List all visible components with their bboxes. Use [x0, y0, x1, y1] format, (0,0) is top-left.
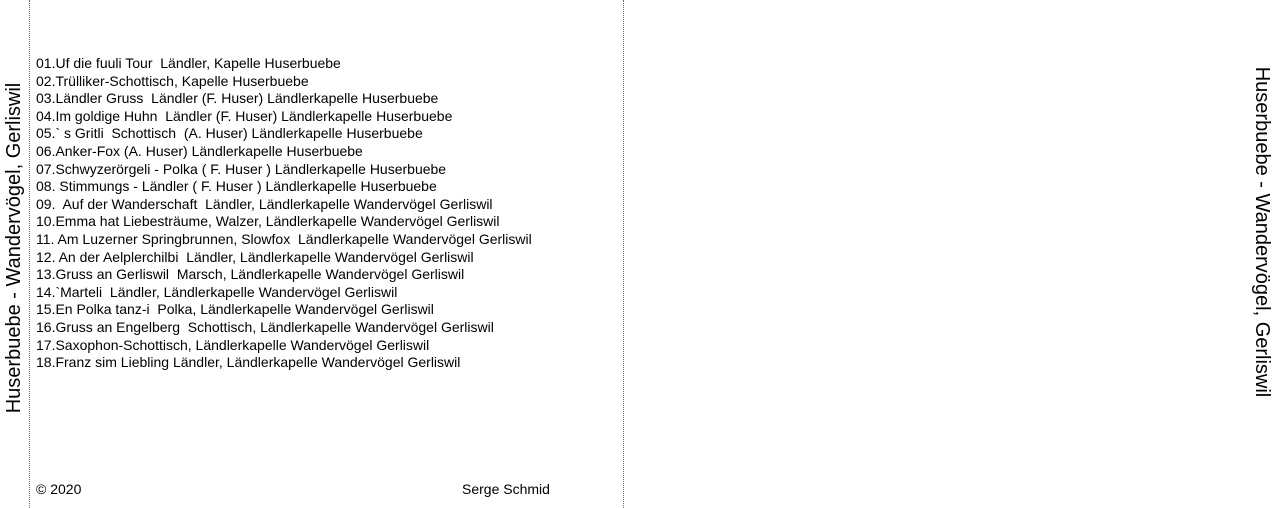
track-item: 12. An der Aelplerchilbi Ländler, Ländlerkapelle Wandervögel Gerliswil [36, 248, 474, 265]
track-item: 14.`Marteli Ländler, Ländlerkapelle Wandervögel Gerliswil [36, 283, 398, 300]
right-spine [624, 0, 1273, 508]
left-fold-line [29, 0, 30, 508]
track-item: 16.Gruss an Engelberg Schottisch, Ländlerkapelle Wandervögel Gerliswil [36, 318, 494, 335]
track-list [36, 55, 532, 372]
right-spine-title: Huserbuebe - Wandervögel, Gerliswil [1251, 66, 1273, 398]
track-item: 04.Im goldige Huhn Ländler (F. Huser) Ländlerkapelle Huserbuebe [36, 107, 453, 124]
track-item: 10.Emma hat Liebesträume, Walzer, Ländlerkapelle Wandervögel Gerliswil [36, 213, 500, 230]
track-item: 06.Anker-Fox (A. Huser) Ländlerkapelle Huserbuebe [36, 142, 363, 159]
track-item: 11. Am Luzerner Springbrunnen, Slowfox Ländlerkapelle Wandervögel Gerliswil [36, 230, 532, 247]
copyright-notice: © 2020 [36, 481, 82, 497]
track-item: 15.En Polka tanz-i Polka, Ländlerkapelle Wandervögel Gerliswil [36, 301, 434, 318]
track-item: 02.Trülliker-Schottisch, Kapelle Huserbuebe [36, 72, 309, 89]
track-item: 01.Uf die fuuli Tour Ländler, Kapelle Huserbuebe [36, 55, 341, 71]
track-item: 07.Schwyzerörgeli - Polka ( F. Huser ) Ländlerkapelle Huserbuebe [36, 160, 447, 177]
track-item: 08. Stimmungs - Ländler ( F. Huser ) Ländlerkapelle Huserbuebe [36, 178, 437, 195]
left-spine [0, 0, 30, 508]
track-item: 17.Saxophon-Schottisch, Ländlerkapelle Wandervögel Gerliswil [36, 336, 430, 353]
track-item: 18.Franz sim Liebling Ländler, Ländlerkapelle Wandervögel Gerliswil [36, 354, 461, 371]
track-item: 03.Ländler Gruss Ländler (F. Huser) Ländlerkapelle Huserbuebe [36, 90, 439, 107]
track-item: 09. Auf der Wanderschaft Ländler, Ländlerkapelle Wandervögel Gerliswil [36, 195, 493, 212]
author-name: Serge Schmid [462, 481, 550, 497]
left-spine-title: Huserbuebe - Wandervögel, Gerliswil [3, 82, 25, 414]
track-item: 05.` s Gritli Schottisch (A. Huser) Ländlerkapelle Huserbuebe [36, 125, 423, 142]
track-item: 13.Gruss an Gerliswil Marsch, Ländlerkapelle Wandervögel Gerliswil [36, 266, 465, 283]
